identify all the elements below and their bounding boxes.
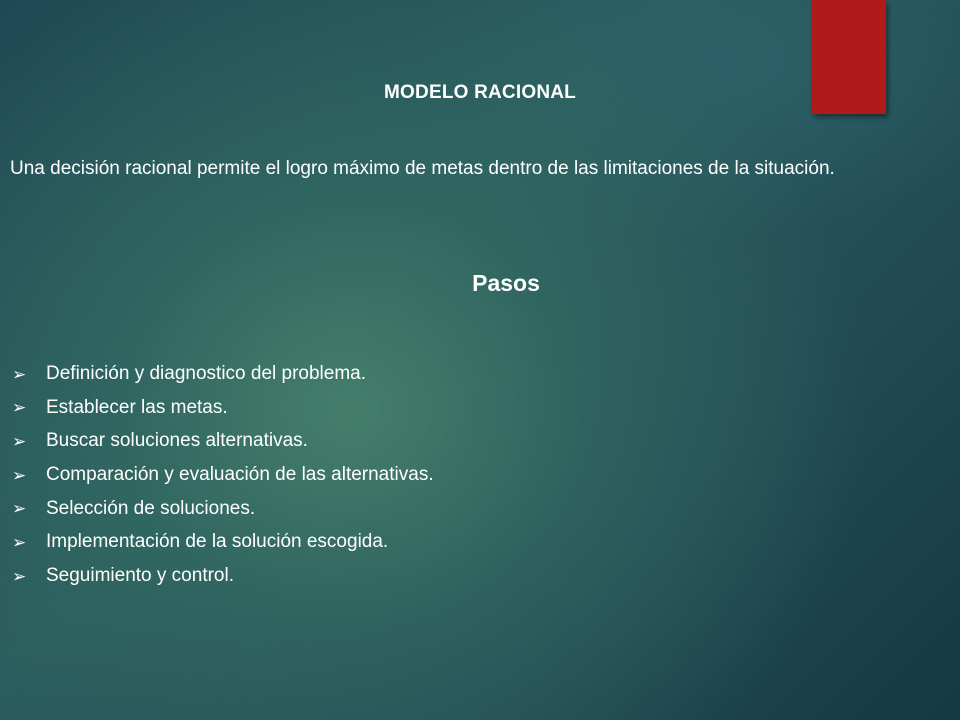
step-text: Selección de soluciones.: [46, 497, 256, 519]
step-item: [12, 394, 912, 422]
step-text: Seguimiento y control.: [46, 565, 234, 587]
arrowhead-bullet-icon: ➢: [12, 398, 27, 418]
slide-title: MODELO RACIONAL: [384, 82, 576, 103]
arrowhead-bullet-icon: ➢: [12, 364, 27, 384]
step-item: [12, 461, 912, 489]
arrowhead-bullet-icon: ➢: [12, 431, 27, 451]
step-text: Comparación y evaluación de las alternativas.: [46, 464, 434, 486]
step-text: Implementación de la solución escogida.: [46, 531, 389, 553]
step-item: [12, 562, 912, 590]
step-item: [12, 360, 912, 388]
step-text: Establecer las metas.: [46, 396, 228, 418]
arrowhead-bullet-icon: ➢: [12, 499, 27, 519]
step-item: [12, 495, 912, 523]
step-text: Buscar soluciones alternativas.: [46, 430, 308, 452]
steps-heading: Pasos: [472, 270, 540, 296]
step-item: [12, 427, 912, 455]
arrowhead-bullet-icon: ➢: [12, 566, 27, 586]
steps-list: [12, 360, 912, 596]
step-item: [12, 528, 912, 556]
intro-paragraph: Una decisión racional permite el logro máximo de metas dentro de las limitaciones de la situación.: [10, 158, 835, 179]
step-text: Definición y diagnostico del problema.: [46, 363, 367, 384]
arrowhead-bullet-icon: ➢: [12, 532, 27, 552]
arrowhead-bullet-icon: ➢: [12, 465, 27, 485]
